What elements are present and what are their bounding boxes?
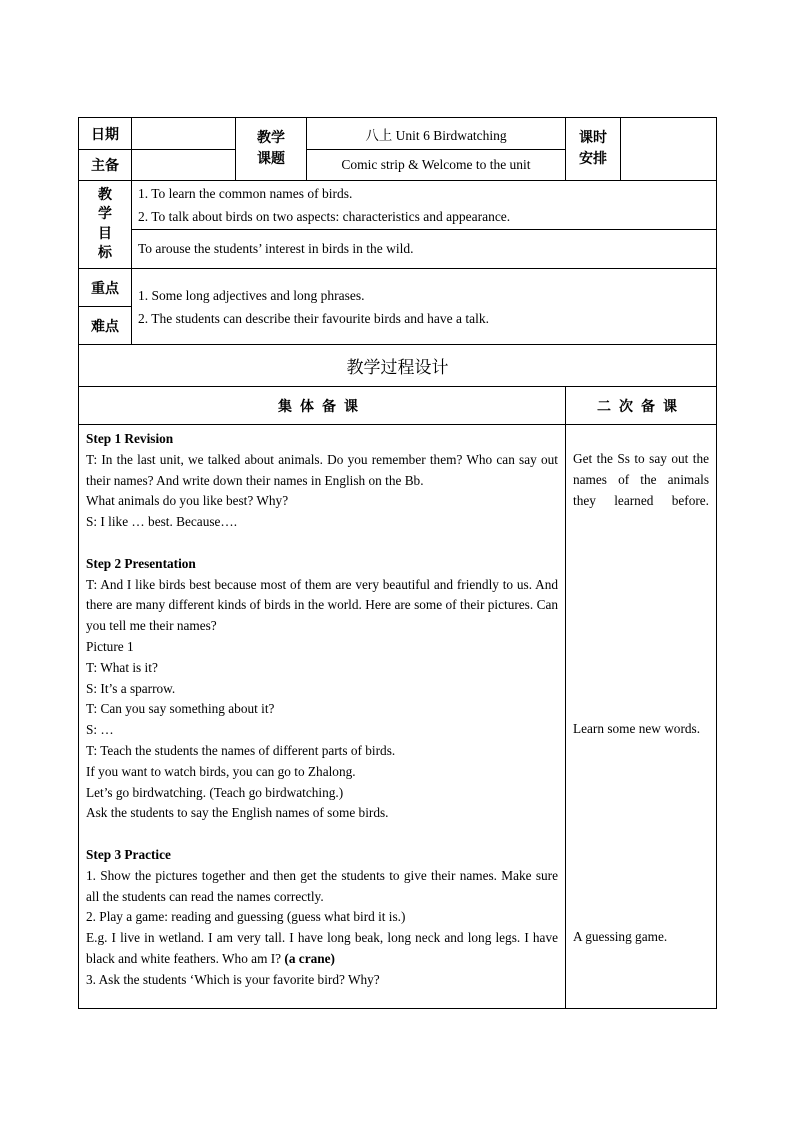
- lesson-plan: [78, 117, 716, 1009]
- process-content: [79, 425, 566, 1009]
- objectives-knowledge: [132, 181, 717, 230]
- prep-value: [132, 150, 236, 181]
- step2-line6: S: …: [86, 722, 114, 738]
- step2-line3: T: What is it?: [86, 659, 158, 675]
- step2-line5: T: Can you say something about it?: [86, 701, 275, 717]
- prep-label: 主备: [79, 150, 132, 181]
- period-label: 课时 安排: [566, 118, 621, 181]
- key-point-1: 1. Some long adjectives and long phrases.: [138, 287, 365, 303]
- topic-line1: 八上 Unit 6 Birdwatching: [307, 118, 566, 150]
- step1-title: Step 1 Revision: [86, 431, 174, 446]
- step2-line4: S: It’s a sparrow.: [86, 680, 176, 696]
- step1-line2: What animals do you like best? Why?: [86, 493, 289, 509]
- objective-1: 1. To learn the common names of birds.: [138, 186, 353, 201]
- step3-line1: 1. Show the pictures together and then get the students to give their names. Make sure all the students can read the names correctly.: [86, 867, 558, 904]
- note-1: Get the Ss to say out the names of the animals they learned before.: [573, 451, 709, 508]
- step1-line1: T: In the last unit, we talked about animals. Do you remember them? Who can say out their names? And write down their names in English on the Bb.: [86, 451, 558, 488]
- date-value: [132, 118, 236, 150]
- difficult-points-label: 难点: [79, 307, 132, 345]
- note-3: A guessing game.: [573, 929, 668, 944]
- second-prep-header: 二次备课: [566, 387, 717, 425]
- step3-line3-text: E.g. I live in wetland. I am very tall. I have long beak, long neck and long legs. I have black and white feathers. Who am I?: [86, 930, 558, 966]
- date-label: 日期: [79, 118, 132, 150]
- step3-answer: (a crane): [284, 950, 335, 966]
- step2-line7: T: Teach the students the names of different parts of birds.: [86, 742, 396, 758]
- collective-prep-header: 集体备课: [79, 387, 566, 425]
- period-value: [621, 118, 717, 181]
- step2-line1: T: And I like birds best because most of them are very beautiful and friendly to us. And there are many different kinds of birds in the world. Here are some of their pictures. Can you tell me their names?: [86, 576, 558, 634]
- process-title: 教学过程设计: [79, 345, 717, 387]
- step2-line2: Picture 1: [86, 638, 134, 654]
- lesson-plan-table: [78, 117, 717, 1009]
- key-points-content: [132, 269, 717, 345]
- step2-title: Step 2 Presentation: [86, 555, 196, 571]
- objectives-label: 教学目标: [79, 181, 132, 269]
- objective-3: To arouse the students’ interest in birds in the wild.: [132, 230, 717, 269]
- step3-line3: [86, 928, 558, 970]
- note-2: Learn some new words.: [573, 721, 701, 736]
- step3-line2: 2. Play a game: reading and guessing (guess what bird it is.): [86, 909, 406, 925]
- second-prep-content: [566, 425, 717, 1009]
- step3-title: Step 3 Practice: [86, 846, 171, 862]
- step2-line8: If you want to watch birds, you can go to Zhalong.: [86, 763, 356, 779]
- key-point-2: 2. The students can describe their favourite birds and have a talk.: [138, 310, 490, 326]
- objective-2: 2. To talk about birds on two aspects: characteristics and appearance.: [138, 209, 511, 224]
- topic-line2: Comic strip & Welcome to the unit: [307, 150, 566, 181]
- step1-line3: S: I like … best. Because….: [86, 514, 238, 530]
- key-points-label: 重点: [79, 269, 132, 307]
- step2-line10: Ask the students to say the English names of some birds.: [86, 805, 389, 821]
- topic-label: 教学 课题: [236, 118, 307, 181]
- step3-line4: 3. Ask the students ‘Which is your favorite bird? Why?: [86, 971, 380, 987]
- step2-line9: Let’s go birdwatching. (Teach go birdwatching.): [86, 784, 344, 800]
